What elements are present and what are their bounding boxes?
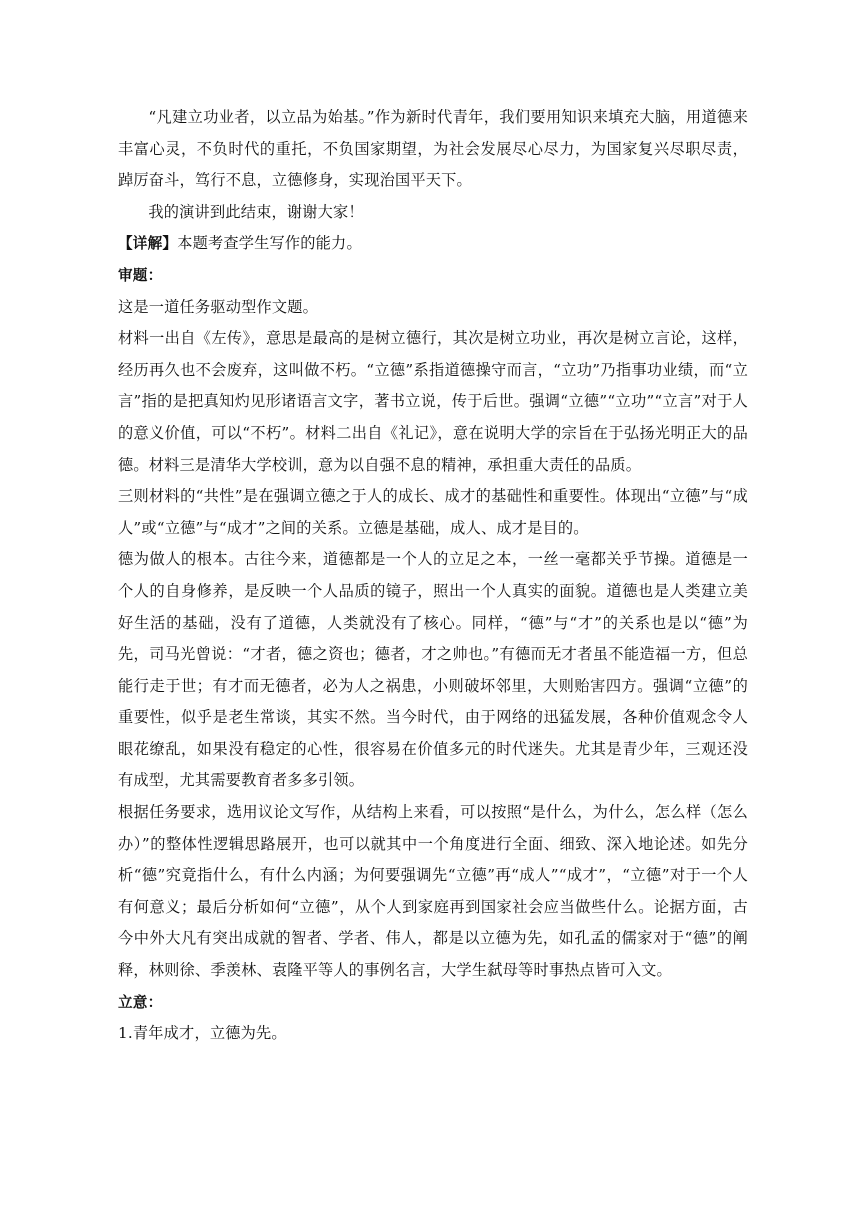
- material-analysis-paragraph: 材料一出自《左传》，意思是最高的是树立德行，其次是树立功业，再次是树立言论，这样，经历再久也不会废弃，这叫做不朽。“立德”系指道德操守而言，“立功”乃指事功业绩，而“立言”指的是把真知灼见形诸语言文字，著书立说，传于后世。强调“立德”“立功”“立言”对于人的意义价值，可以“不朽”。材料二出自《礼记》，意在说明大学的宗旨在于弘扬光明正大的品德。材料三是清华大学校训，意为以自强不息的精神，承担重大责任的品质。: [118, 329, 748, 474]
- speech-end-paragraph: 我的演讲到此结束，谢谢大家！: [148, 202, 364, 221]
- speech-conclusion-paragraph: “凡建立功业者，以立品为始基。”作为新时代青年，我们要用知识来填充大脑，用道德来丰富心灵，不负时代的重托，不负国家期望，为社会发展尽心尽力，为国家复兴尽职尽责，踔厉奋斗，笃行不息，立德修身，实现治国平天下。: [118, 108, 748, 190]
- idea-item-1: 1.青年成才，立德为先。: [118, 1024, 287, 1043]
- writing-guidance-paragraph: 根据任务要求，选用议论文写作，从结构上来看，可以按照“是什么，为什么，怎么样（怎么办）”的整体性逻辑思路展开，也可以就其中一个角度进行全面、细致、深入地论述。如先分析“德”究竟指什么，有什么内涵；为何要强调先“立德”再“成人”“成才”，“立德”对于一个人有何意义；最后分析如何“立德”，从个人到家庭再到国家社会应当做些什么。论据方面，古今中外大凡有突出成就的智者、学者、伟人，都是以立德为先，如孔孟的儒家对于“德”的阐释，林则徐、季羡林、袁隆平等人的事例名言，大学生弑母等时事热点皆可入文。: [118, 803, 748, 980]
- detail-label: 【详解】: [118, 235, 178, 253]
- detail-paragraph: [118, 228, 748, 260]
- idea-heading: 立意：: [118, 993, 163, 1011]
- document-body: [118, 102, 748, 1050]
- virtue-basis-paragraph: 德为做人的根本。古往今来，道德都是一个人的立足之本，一丝一毫都关乎节操。道德是一个人的自身修养，是反映一个人品质的镜子，照出一个人真实的面貌。道德也是人类建立美好生活的基础，没有了道德，人类就没有了核心。同样，“德”与“才”的关系也是以“德”为先，司马光曾说：“才者，德之资也；德者，才之帅也。”有德而无才者虽不能造福一方，但总能行走于世；有才而无德者，必为人之祸患，小则破坏邻里，大则贻害四方。强调“立德”的重要性，似乎是老生常谈，其实不然。当今时代，由于网络的迅猛发展，各种价值观念令人眼花缭乱，如果没有稳定的心性，很容易在价值多元的时代迷失。尤其是青少年，三观还没有成型，尤其需要教育者多多引领。: [118, 550, 748, 790]
- commonality-paragraph: 三则材料的“共性”是在强调立德之于人的成长、成才的基础性和重要性。体现出“立德”与“成人”或“立德”与“成才”之间的关系。立德是基础，成人、成才是目的。: [118, 487, 748, 537]
- task-type-paragraph: 这是一道任务驱动型作文题。: [118, 297, 319, 316]
- detail-text: 本题考查学生写作的能力。: [177, 234, 362, 253]
- review-heading: 审题：: [118, 266, 163, 284]
